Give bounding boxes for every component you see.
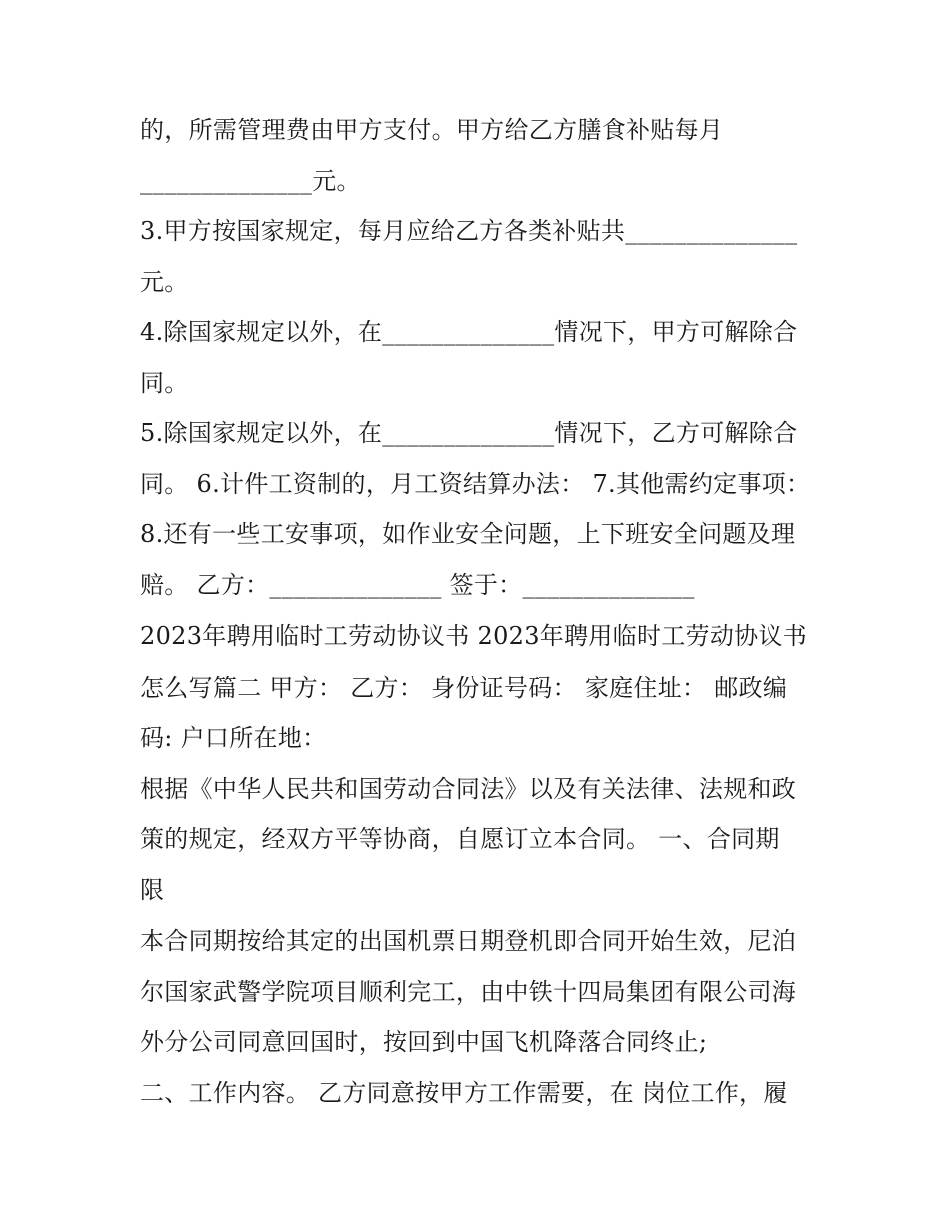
text-line-6: 同。 xyxy=(140,369,189,397)
text-line-11: 2023年聘用临时工劳动协议书 2023年聘用临时工劳动协议书 xyxy=(140,622,808,650)
text-line-7: 5.除国家规定以外，在______________情况下，乙方可解除合 xyxy=(140,419,798,447)
text-line-1: 的，所需管理费由甲方支付。甲方给乙方膳食补贴每月 xyxy=(140,116,724,144)
text-line-13: 码: 户口所在地： xyxy=(140,724,327,752)
text-line-2: ______________元。 xyxy=(140,167,361,195)
text-line-4: 元。 xyxy=(140,268,189,296)
text-line-19: 外分公司同意回国时，按回到中国飞机降落合同终止; xyxy=(140,1028,708,1056)
text-line-16: 限 xyxy=(140,876,165,904)
text-line-17: 本合同期按给其定的出国机票日期登机即合同开始生效，尼泊 xyxy=(140,927,797,955)
text-line-8: 同。 6.计件工资制的，月工资结算办法： 7.其他需约定事项： xyxy=(140,470,811,498)
text-line-20: 二、工作内容。 乙方同意按甲方工作需要，在 岗位工作，履 xyxy=(140,1079,788,1107)
text-line-3: 3.甲方按国家规定，每月应给乙方各类补贴共______________ xyxy=(140,217,798,245)
text-line-12: 怎么写篇二 甲方： 乙方： 身份证号码： 家庭住址： 邮政编 xyxy=(140,674,788,702)
text-line-15: 策的规定，经双方平等协商，自愿订立本合同。 一、合同期 xyxy=(140,825,780,853)
text-line-18: 尔国家武警学院项目顺利完工，由中铁十四局集团有限公司海 xyxy=(140,978,797,1006)
text-line-5: 4.除国家规定以外，在______________情况下，甲方可解除合 xyxy=(140,318,798,346)
text-line-9: 8.还有一些工安事项，如作业安全问题，上下班安全问题及理 xyxy=(140,520,796,548)
text-line-10: 赔。 乙方：______________ 签于：______________ xyxy=(140,571,695,599)
text-line-14: 根据《中华人民共和国劳动合同法》以及有关法律、法规和政 xyxy=(140,775,797,803)
